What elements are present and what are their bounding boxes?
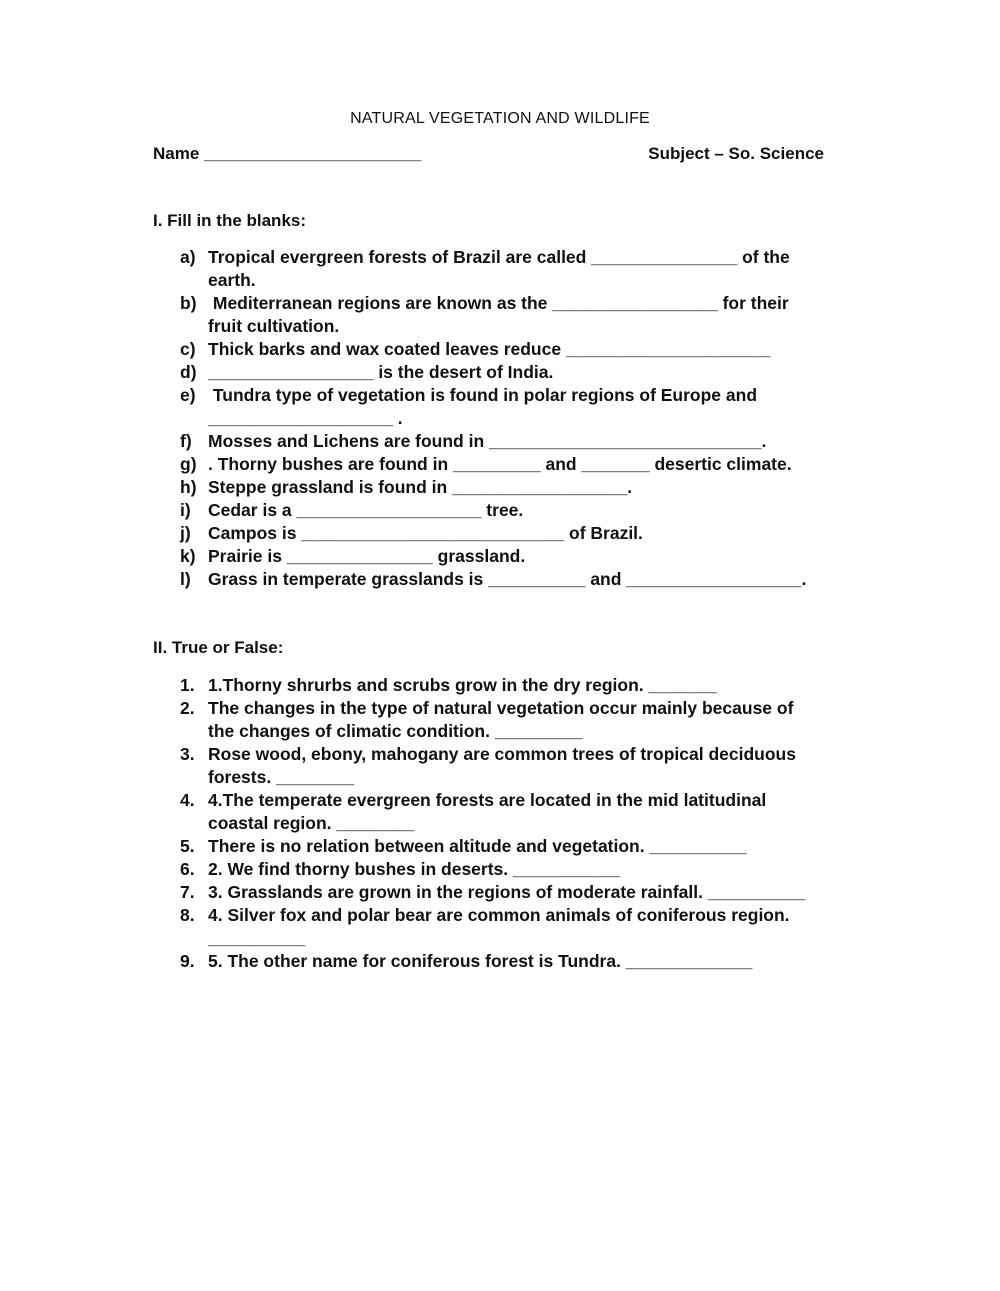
list-item-marker: g) [180,454,197,474]
list-item-text: Cedar is a ___________________ tree. [208,500,524,520]
list-item-marker: d) [180,362,197,382]
list-item-text: Tropical evergreen forests of Brazil are called _______________ of the earth. [208,247,790,290]
true-false-question [0,697,1000,743]
fill-blank-question [0,384,1000,430]
list-item-text: 1.Thorny shrurbs and scrubs grow in the dry region. _______ [208,675,717,695]
list-item-marker: b) [180,293,197,313]
list-item-text: Prairie is _______________ grassland. [208,546,526,566]
list-item-marker: 2. [180,698,195,718]
true-false-question [0,950,1000,973]
true-false-list [0,674,1000,973]
list-item-marker: 8. [180,905,195,925]
list-item-marker: 9. [180,951,195,971]
list-item-marker: k) [180,546,196,566]
fill-blank-question [0,568,1000,591]
list-item-marker: 5. [180,836,195,856]
true-false-question [0,674,1000,697]
list-item-text: Thick barks and wax coated leaves reduce _____________________ [208,339,771,359]
true-false-question [0,835,1000,858]
true-false-question [0,789,1000,835]
list-item-marker: c) [180,339,196,359]
list-item-text: 3. Grasslands are grown in the regions of moderate rainfall. __________ [208,882,806,902]
true-false-question [0,881,1000,904]
list-item-text: 4.The temperate evergreen forests are located in the mid latitudinal coastal region. ________ [208,790,767,833]
true-false-question [0,858,1000,881]
fill-blank-question [0,246,1000,292]
fill-blank-question [0,453,1000,476]
list-item-text: There is no relation between altitude and vegetation. __________ [208,836,747,856]
list-item-marker: 7. [180,882,195,902]
list-item-text: The changes in the type of natural vegetation occur mainly because of the changes of climatic condition. _________ [208,698,794,741]
fill-blank-question [0,476,1000,499]
fill-blank-question [0,292,1000,338]
subject-label: Subject – So. Science [648,144,824,163]
list-item-marker: 4. [180,790,195,810]
list-item-text: Rose wood, ebony, mahogany are common trees of tropical deciduous forests. ________ [208,744,796,787]
list-item-text: Tundra type of vegetation is found in polar regions of Europe and ___________________ . [208,385,758,428]
fill-blank-question [0,430,1000,453]
list-item-text: Grass in temperate grasslands is __________ and __________________. [208,569,807,589]
list-item-marker: i) [180,500,191,520]
fill-blanks-list [0,246,1000,591]
list-item-marker: 1. [180,675,195,695]
list-item-marker: e) [180,385,196,405]
list-item-text: . Thorny bushes are found in _________ and _______ desertic climate. [208,454,792,474]
fill-blank-question [0,361,1000,384]
true-false-question [0,743,1000,789]
list-item-text: Mosses and Lichens are found in ____________________________. [208,431,767,451]
true-false-question [0,904,1000,950]
list-item-marker: f) [180,431,192,451]
list-item-marker: h) [180,477,197,497]
page-title: NATURAL VEGETATION AND WILDLIFE [350,110,650,127]
list-item-text: Mediterranean regions are known as the _________________ for their fruit cultivation. [208,293,789,336]
fill-blank-question [0,545,1000,568]
list-item-marker: 6. [180,859,195,879]
list-item-text: _________________ is the desert of India. [208,362,554,382]
fill-blank-question [0,522,1000,545]
list-item-text: 5. The other name for coniferous forest is Tundra. _____________ [208,951,753,971]
list-item-marker: a) [180,247,196,267]
list-item-marker: j) [180,523,191,543]
list-item-text: 4. Silver fox and polar bear are common animals of coniferous region. __________ [208,905,790,948]
section-true-false-heading: II. True or False: [153,638,284,657]
list-item-text: Campos is ___________________________ of Brazil. [208,523,643,543]
fill-blank-question [0,499,1000,522]
list-item-text: 2. We find thorny bushes in deserts. ___________ [208,859,621,879]
fill-blank-question [0,338,1000,361]
list-item-text: Steppe grassland is found in __________________. [208,477,633,497]
list-item-marker: l) [180,569,191,589]
name-field: Name _______________________ [153,144,422,163]
list-item-marker: 3. [180,744,195,764]
section-fill-blanks-heading: I. Fill in the blanks: [153,211,307,230]
